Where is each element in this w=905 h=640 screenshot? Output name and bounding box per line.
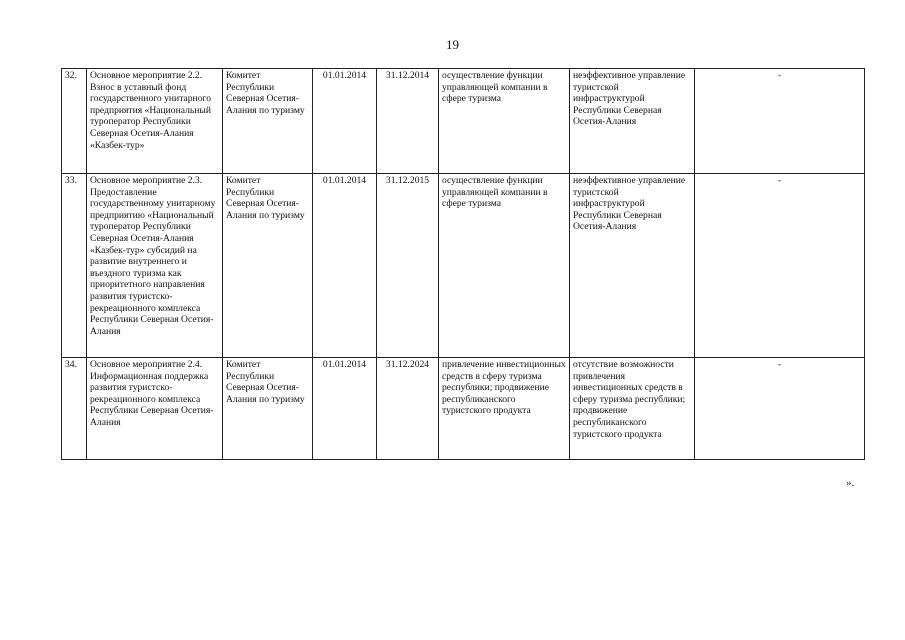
consequence-cell: неэффективное управление туристской инфраструктурой Республики Северная Осетия-Алания	[570, 69, 695, 174]
table-row	[62, 174, 865, 358]
row-number: 33.	[62, 174, 87, 358]
consequence-cell: отсутствие возможности привлечения инвестиционных средств в сферу туризма республики; продвижение республиканского туристского продукта	[570, 358, 695, 460]
table-row	[62, 358, 865, 460]
end-date-cell: 31.12.2015	[377, 174, 439, 358]
row-number: 32.	[62, 69, 87, 174]
indicator-cell: -	[695, 69, 865, 174]
start-date-cell: 01.01.2014	[313, 358, 377, 460]
indicator-cell: -	[695, 174, 865, 358]
table-row	[62, 69, 865, 174]
activities-table	[61, 68, 865, 460]
activity-cell: Основное мероприятие 2.2. Взнос в уставный фонд государственного унитарного предприятия «Национальный туроператор Республики Северная Осетия-Алания «Казбек-тур»	[87, 69, 223, 174]
start-date-cell: 01.01.2014	[313, 174, 377, 358]
page-number: 19	[446, 37, 459, 52]
activity-cell: Основное мероприятие 2.4. Информационная поддержка развития туристско-рекреационного комплекса Республики Северная Осетия-Алания	[87, 358, 223, 460]
activity-cell: Основное мероприятие 2.3. Предоставление государственному унитарному предприятию «Национальный туроператор Республики Северная Осетия-Алания «Казбек-тур» субсидий на развитие внутреннего и въездного туризма как приоритетного направления развития туристско-рекреационного комплекса Республики Северная Осетия-Алания	[87, 174, 223, 358]
executor-cell: Комитет Республики Северная Осетия-Алания по туризму	[223, 358, 313, 460]
expected-result-cell: осуществление функции управляющей компании в сфере туризма	[439, 174, 570, 358]
end-date-cell: 31.12.2014	[377, 69, 439, 174]
expected-result-cell: осуществление функции управляющей компании в сфере туризма	[439, 69, 570, 174]
executor-cell: Комитет Республики Северная Осетия-Алания по туризму	[223, 69, 313, 174]
closing-quote-mark: ».	[846, 477, 855, 489]
row-number: 34.	[62, 358, 87, 460]
consequence-cell: неэффективное управление туристской инфраструктурой Республики Северная Осетия-Алания	[570, 174, 695, 358]
end-date-cell: 31.12.2024	[377, 358, 439, 460]
start-date-cell: 01.01.2014	[313, 69, 377, 174]
expected-result-cell: привлечение инвестиционных средств в сферу туризма республики; продвижение республиканского туристского продукта	[439, 358, 570, 460]
indicator-cell: -	[695, 358, 865, 460]
executor-cell: Комитет Республики Северная Осетия-Алания по туризму	[223, 174, 313, 358]
